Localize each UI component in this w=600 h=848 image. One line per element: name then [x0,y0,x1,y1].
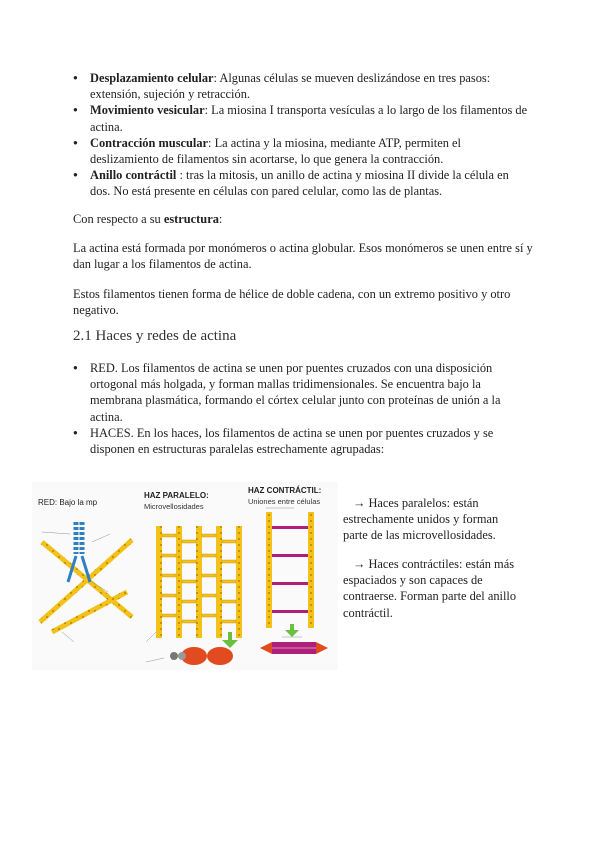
arrow-icon [285,624,299,637]
sub-list-item [90,102,530,134]
term-text: : Algunas células se mueven deslizándose en tres pasos: extensión, sujeción y retracción. [90,71,491,102]
arrow-icon [222,632,238,648]
actinin-head [260,642,272,654]
actin-filament [308,512,314,628]
panel-parallel [144,491,242,665]
term: estructura [163,212,219,226]
actin-figure [32,482,338,670]
protein-domain [170,652,178,660]
side-note-text: → Haces contráctiles: están más espaciados y son capaces de contraerse. Forman parte del anillo contráctil. [343,557,517,620]
side-note-1 [343,495,523,544]
colon: : [218,212,223,226]
term-text: : La actina y la miosina, mediante ATP, permiten el deslizamiento de filamentos sin acortarse, lo que genera la contracción. [90,135,461,167]
alpha-actinin-bridges [272,526,308,613]
estructura-heading [73,211,533,227]
term: Movimiento vesicular [90,103,205,118]
panel-contractile [248,486,328,654]
label-leader [42,532,70,534]
actinin-head [316,642,328,654]
actin-filament [266,512,272,628]
panel1-title: RED: Bajo la mp [38,498,98,507]
panel3-title: HAZ CONTRÁCTIL: [248,486,322,495]
label-leader [146,632,156,642]
label-leader [146,658,164,662]
label-leader [92,534,110,542]
term: Desplazamiento celular [90,71,214,85]
term-text: : tras la mitosis, un anillo de actina y miosina II divide la célula en dos. No está presente en células con pared celular, como las de plantas. [90,168,509,199]
panel2-subtitle: Microvellosidades [144,502,204,511]
side-note-text: → Haces paralelos: están estrechamente unidos y forman parte de las microvellosidades. [343,496,499,543]
term: Contracción muscular [90,135,209,150]
panel2-title: HAZ PARALELO: [144,491,209,500]
intro-text: Con respecto a su [73,212,164,226]
term-text: : La miosina I transporta vesículas a lo largo de los filamentos de actina. [90,103,528,134]
protein-domain [178,652,186,660]
label-leader [62,632,74,642]
section-title: 2.1 Haces y redes de actina [73,328,237,344]
side-note-2 [343,556,523,621]
list-item: ● HACES. En los haces, los filamentos de actina se unen por puentes cruzados y se disponen en estructuras paralelas estrechamente agrupadas: [90,425,530,457]
list-item: ● RED. Los filamentos de actina se unen por puentes cruzados con una disposición ortogonal más holgada, y forman mallas tridimensionales. Se encuentra bajo la membrana plasmática, formando el córtex celular junto con proteínas de unión a la actina. [90,360,530,425]
list-item [90,167,530,199]
panel3-subtitle: Uniones entre células [248,497,321,506]
function-list [90,70,530,200]
fimbrin-protein [207,647,233,665]
term: Anillo contráctil [90,168,177,183]
paragraph-1: La actina está formada por monómeros o actina globular. Esos monómeros se unen entre sí y dan lugar a los filamentos de actina. [73,241,533,272]
panel-red [38,498,132,642]
section-list [90,360,530,457]
paragraph-2: Estos filamentos tienen forma de hélice de doble cadena, con un extremo positivo y otro negativo. [73,287,511,318]
list-item [90,70,530,102]
list-item [90,135,530,167]
